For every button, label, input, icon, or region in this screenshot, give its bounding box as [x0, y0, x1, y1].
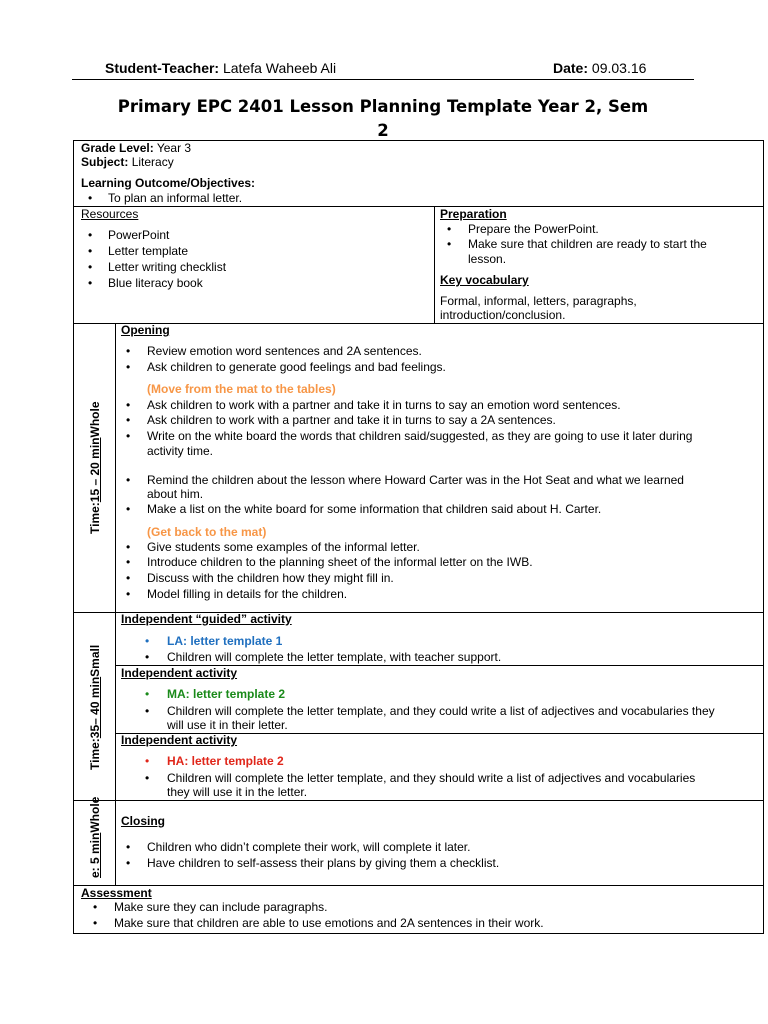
- closing-heading: Closing: [121, 814, 165, 828]
- bullet-icon: •: [126, 555, 131, 569]
- key-vocabulary-label: Key vocabulary: [440, 273, 529, 287]
- preparation-item-continued: lesson.: [468, 252, 507, 266]
- date-field: [553, 60, 646, 76]
- guided-activity-heading: Independent “guided” activity: [121, 612, 292, 626]
- bullet-icon: •: [126, 398, 131, 412]
- bullet-icon: •: [126, 840, 131, 854]
- opening-item: Make a list on the white board for some information that children said about H. Carter.: [147, 502, 602, 516]
- opening-item: Discuss with the children how they might fill in.: [147, 571, 394, 585]
- bullet-icon: •: [93, 900, 98, 914]
- student-teacher-value: Latefa Waheeb Ali: [222, 60, 337, 76]
- opening-item: Ask children to work with a partner and take it in turns to say an emotion word sentences.: [147, 398, 621, 412]
- ma-text-continued: will use it in their letter.: [167, 718, 288, 732]
- page-title-line2: 2: [377, 121, 389, 140]
- bullet-icon: •: [126, 540, 131, 554]
- bullet-icon: •: [145, 687, 150, 701]
- bullet-icon: •: [88, 260, 93, 274]
- opening-item: Write on the white board the words that children said/suggested, as they are going to use it later during: [147, 429, 693, 443]
- bullet-icon: •: [126, 413, 131, 427]
- independent-time-value: 35– 40 min: [88, 676, 102, 739]
- preparation-label: Preparation: [440, 207, 507, 221]
- resource-item: Blue literacy book: [108, 276, 203, 290]
- ma-label: MA: letter template 2: [167, 687, 286, 701]
- opening-time-label: [88, 401, 102, 534]
- bullet-icon: •: [126, 429, 131, 443]
- back-to-mat-note: (Get back to the mat): [147, 525, 267, 539]
- subject: [81, 155, 174, 169]
- preparation-item: Make sure that children are ready to start the: [468, 237, 707, 251]
- opening-item: Ask children to work with a partner and take it in turns to say a 2A sentences.: [147, 413, 556, 427]
- bullet-icon: •: [145, 650, 150, 664]
- ha-activity-heading: Independent activity: [121, 733, 238, 747]
- grade-level-value: Year 3: [156, 141, 192, 155]
- opening-item-continued: about him.: [147, 487, 204, 501]
- independent-time-mode: Small: [88, 644, 102, 677]
- independent-time-prefix: Time:: [88, 738, 102, 770]
- ha-label: HA: letter template 2: [167, 754, 284, 768]
- bullet-icon: •: [126, 587, 131, 601]
- resource-item: PowerPoint: [108, 228, 170, 242]
- bullet-icon: •: [88, 244, 93, 258]
- assessment-label: Assessment: [81, 886, 152, 900]
- key-vocabulary-text-continued: introduction/conclusion.: [440, 308, 566, 322]
- assessment-item: Make sure that children are able to use emotions and 2A sentences in their work.: [114, 916, 544, 930]
- opening-item: Remind the children about the lesson where Howard Carter was in the Hot Seat and what we learned: [147, 473, 684, 487]
- ha-text-continued: they will use it in the letter.: [167, 785, 308, 799]
- la-text: Children will complete the letter template, with teacher support.: [167, 650, 502, 664]
- bullet-icon: •: [126, 360, 131, 374]
- opening-item: Introduce children to the planning sheet of the informal letter on the IWB.: [147, 555, 533, 569]
- ha-text: Children will complete the letter template, and they should write a list of adjectives and vocabularies: [167, 771, 696, 785]
- closing-item: Children who didn’t complete their work, will complete it later.: [147, 840, 471, 854]
- preparation-item: Prepare the PowerPoint.: [468, 222, 599, 236]
- resources-label: Resources: [81, 207, 139, 221]
- ma-activity-heading: Independent activity: [121, 666, 238, 680]
- student-teacher-label: Student-Teacher:: [105, 60, 220, 76]
- closing-item: Have children to self-assess their plans by giving them a checklist.: [147, 856, 500, 870]
- bullet-icon: •: [126, 344, 131, 358]
- resource-item: Letter template: [108, 244, 189, 258]
- page-title: [72, 95, 694, 143]
- page-title-line1: Primary EPC 2401 Lesson Planning Template Year 2, Sem: [117, 97, 649, 116]
- opening-item: Ask children to generate good feelings and bad feelings.: [147, 360, 446, 374]
- student-teacher-field: [105, 60, 336, 76]
- opening-item-continued: activity time.: [147, 444, 214, 458]
- ma-text: Children will complete the letter template, and they could write a list of adjectives and vocabularies they: [167, 704, 715, 718]
- bullet-icon: •: [145, 634, 150, 648]
- la-label: LA: letter template 1: [167, 634, 283, 648]
- closing-time-label: [88, 797, 102, 878]
- closing-time-mode: Whole: [88, 796, 102, 833]
- objectives-label: Learning Outcome/Objectives:: [81, 176, 256, 190]
- grade-level: [81, 141, 191, 155]
- grade-level-label: Grade Level:: [81, 141, 154, 155]
- bullet-icon: •: [447, 222, 452, 236]
- bullet-icon: •: [145, 771, 150, 785]
- opening-item: Model filling in details for the children.: [147, 587, 348, 601]
- opening-time-prefix: Time:: [88, 502, 102, 534]
- date-value: 09.03.16: [591, 60, 647, 76]
- move-to-tables-note: (Move from the mat to the tables): [147, 382, 336, 396]
- bullet-icon: •: [145, 704, 150, 718]
- opening-item: Give students some examples of the informal letter.: [147, 540, 420, 554]
- subject-value: Literacy: [131, 155, 174, 169]
- resource-item: Letter writing checklist: [108, 260, 227, 274]
- bullet-icon: •: [88, 228, 93, 242]
- bullet-icon: •: [126, 856, 131, 870]
- independent-time-label: [88, 645, 102, 770]
- assessment-item: Make sure they can include paragraphs.: [114, 900, 328, 914]
- bullet-icon: •: [447, 237, 452, 251]
- bullet-icon: •: [88, 191, 93, 205]
- header-underline: [72, 79, 694, 80]
- bullet-icon: •: [126, 502, 131, 516]
- objective-item: To plan an informal letter.: [108, 191, 243, 205]
- bullet-icon: •: [126, 473, 131, 487]
- bullet-icon: •: [126, 571, 131, 585]
- date-label: Date:: [553, 60, 589, 76]
- bullet-icon: •: [93, 916, 98, 930]
- bullet-icon: •: [145, 754, 150, 768]
- closing-time-value: e: 5 min: [88, 832, 102, 878]
- opening-time-value: 15 – 20 min: [88, 437, 102, 503]
- key-vocabulary-text: Formal, informal, letters, paragraphs,: [440, 294, 637, 308]
- opening-item: Review emotion word sentences and 2A sentences.: [147, 344, 422, 358]
- opening-heading: Opening: [121, 323, 170, 337]
- subject-label: Subject:: [81, 155, 129, 169]
- opening-time-mode: Whole: [88, 401, 102, 438]
- bullet-icon: •: [88, 276, 93, 290]
